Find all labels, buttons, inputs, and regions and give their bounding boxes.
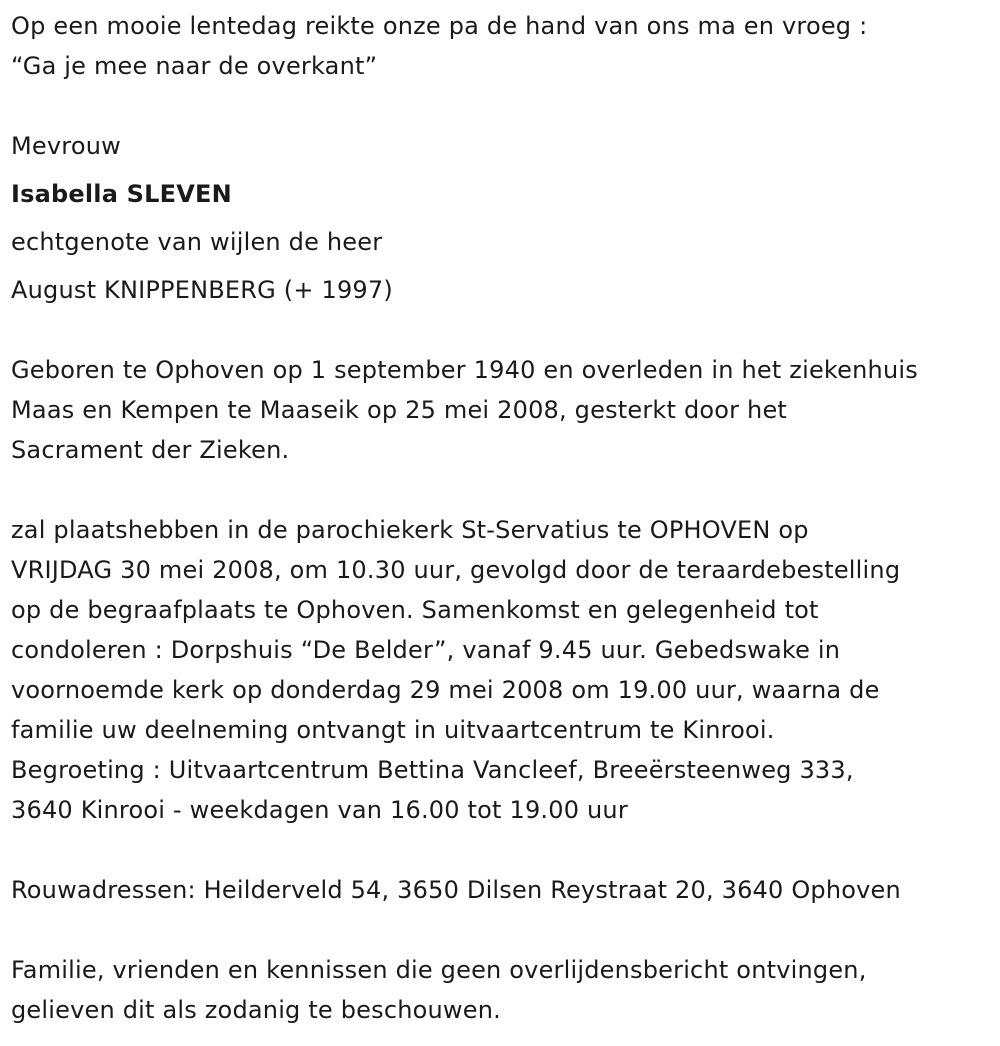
closing-line-2: gelieven dit als zodanig te beschouwen. <box>11 996 501 1024</box>
intro-line-2: “Ga je mee naar de overkant” <box>11 52 378 80</box>
birth-death-line-1: Geboren te Ophoven op 1 september 1940 en overleden in het ziekenhuis <box>11 356 918 384</box>
intro-line-1: Op een mooie lentedag reikte onze pa de hand van ons ma en vroeg : <box>11 12 868 40</box>
deceased-name: Isabella SLEVEN <box>11 180 232 208</box>
addresses-line: Rouwadressen: Heilderveld 54, 3650 Dilsen Reystraat 20, 3640 Ophoven <box>11 876 901 904</box>
closing-line-1: Familie, vrienden en kennissen die geen overlijdensbericht ontvingen, <box>11 956 867 984</box>
ceremony-line-5: voornoemde kerk op donderdag 29 mei 2008 om 19.00 uur, waarna de <box>11 676 880 704</box>
salutation: Mevrouw <box>11 132 121 160</box>
relation-line: echtgenote van wijlen de heer <box>11 228 383 256</box>
ceremony-line-4: condoleren : Dorpshuis “De Belder”, vanaf 9.45 uur. Gebedswake in <box>11 636 841 664</box>
birth-death-line-2: Maas en Kempen te Maaseik op 25 mei 2008, gesterkt door het <box>11 396 788 424</box>
ceremony-line-6: familie uw deelneming ontvangt in uitvaartcentrum te Kinrooi. <box>11 716 775 744</box>
spouse-line: August KNIPPENBERG (+ 1997) <box>11 276 393 304</box>
birth-death-line-3: Sacrament der Zieken. <box>11 436 290 464</box>
ceremony-line-3: op de begraafplaats te Ophoven. Samenkomst en gelegenheid tot <box>11 596 819 624</box>
ceremony-line-2: VRIJDAG 30 mei 2008, om 10.30 uur, gevolgd door de teraardebestelling <box>11 556 901 584</box>
ceremony-line-1: zal plaatshebben in de parochiekerk St-Servatius te OPHOVEN op <box>11 516 809 544</box>
ceremony-line-7: Begroeting : Uitvaartcentrum Bettina Vancleef, Breeërsteenweg 333, <box>11 756 854 784</box>
ceremony-line-8: 3640 Kinrooi - weekdagen van 16.00 tot 19.00 uur <box>11 796 628 824</box>
